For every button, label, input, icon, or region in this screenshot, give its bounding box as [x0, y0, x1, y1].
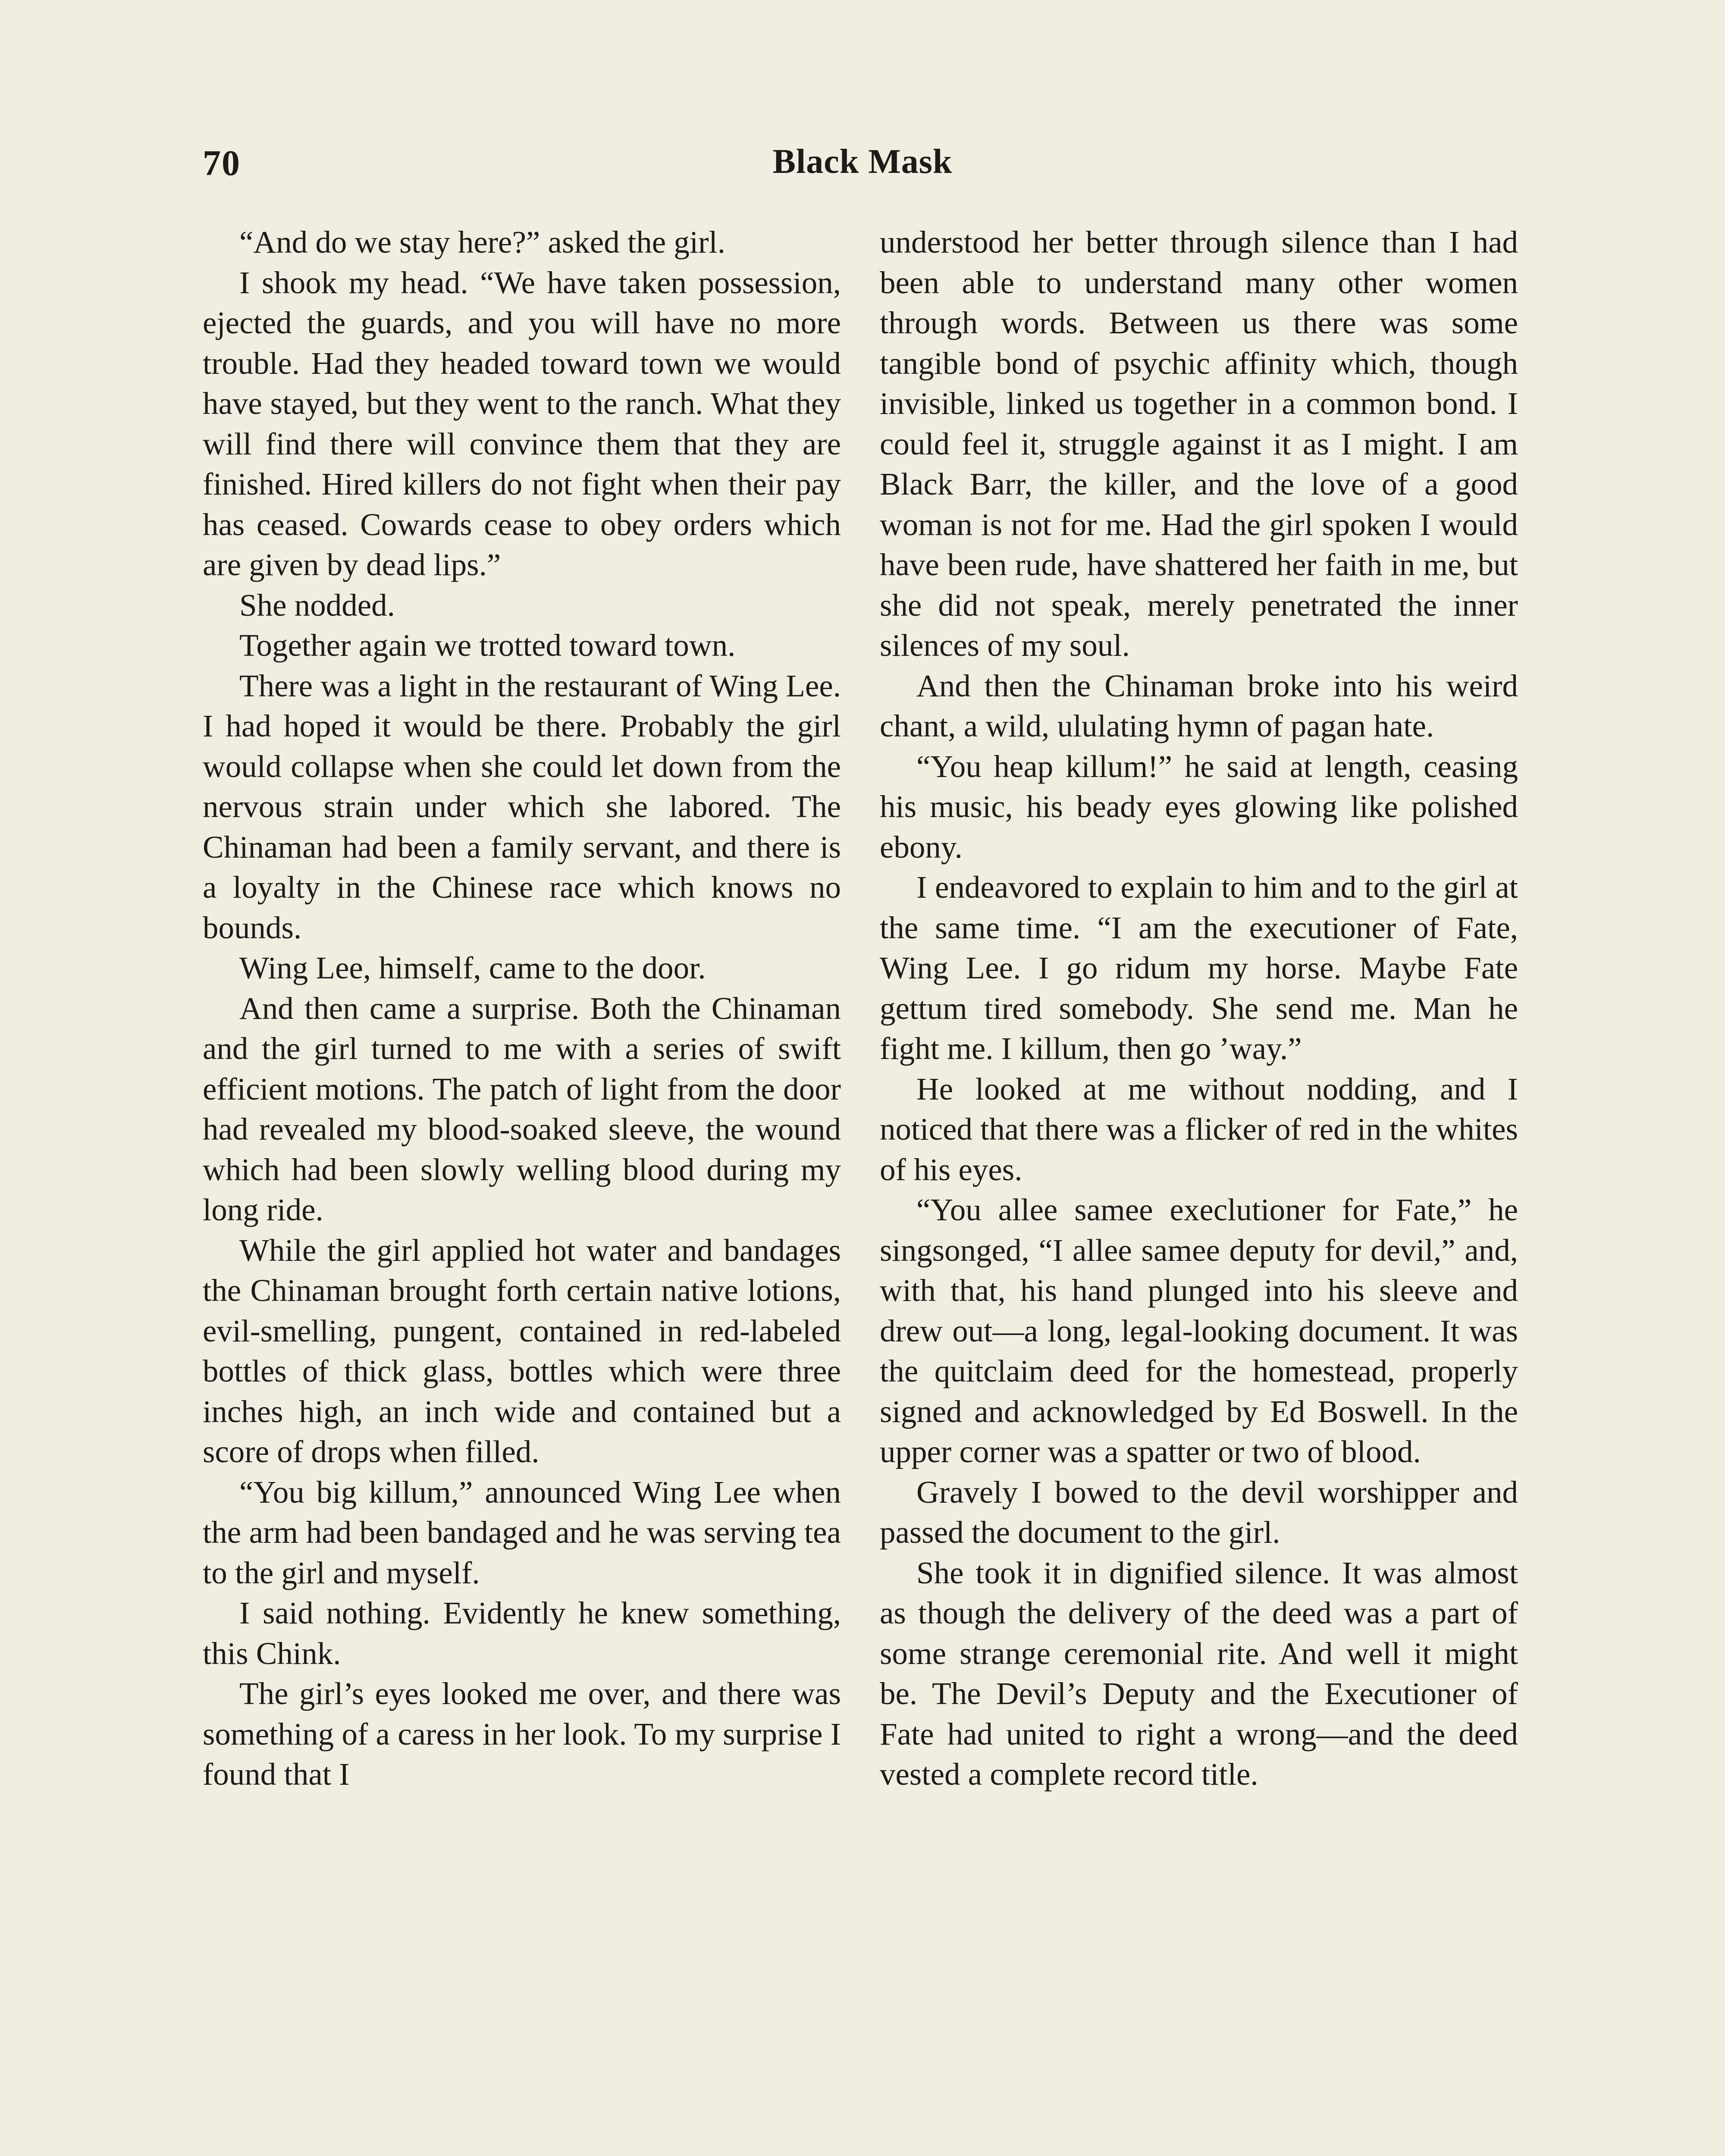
paragraph: There was a light in the restaurant of Wing Lee. I had hoped it would be there. Probably the girl would collapse when she could let down from the nervous strain under which she labored. The Chinaman had been a family servant, and there is a loyalty in the Chinese race which knows no bounds.	[203, 668, 841, 945]
paragraph: And then the Chinaman broke into his weird chant, a wild, ululating hymn of pagan hate.	[880, 668, 1518, 743]
paragraph: While the girl applied hot water and bandages the Chinaman brought forth certain native lotions, evil-smelling, pungent, contained in red-labeled bottles of thick glass, bottles which were three inches high, an inch wide and contained but a score of drops when filled.	[203, 1232, 841, 1469]
paragraph: “You big killum,” announced Wing Lee when the arm had been bandaged and he was serving tea to the girl and myself.	[203, 1474, 841, 1590]
paragraph: He looked at me without nodding, and I noticed that there was a flicker of red in the whites of his eyes.	[880, 1071, 1518, 1187]
paragraph: “You allee samee execlutioner for Fate,” he singsonged, “I allee samee deputy for devil,” and, with that, his hand plunged into his sleeve and drew out—a long, legal-looking document. It was the quitclaim deed for the homestead, properly signed and acknowledged by Ed Boswell. In the upper corner was a spatter or two of blood.	[880, 1192, 1518, 1469]
paragraph: Wing Lee, himself, came to the door.	[239, 950, 706, 985]
paragraph: I said nothing. Evidently he knew something, this Chink.	[203, 1595, 841, 1671]
paragraph: And then came a surprise. Both the Chinaman and the girl turned to me with a series of swift efficient motions. The patch of light from the door had revealed my blood-soaked sleeve, the wound which had been slowly welling blood during my long ride.	[203, 990, 841, 1227]
right-text-column	[880, 222, 1518, 1795]
paragraph: She nodded.	[239, 587, 395, 623]
paragraph: I endeavored to explain to him and to the girl at the same time. “I am the executioner of Fate, Wing Lee. I go ridum my horse. Maybe Fate gettum tired somebody. She send me. Man he fight me. I killum, then go ’way.”	[880, 870, 1518, 1066]
magazine-title: Black Mask	[772, 143, 953, 181]
paragraph-continued: understood her better through silence than I had been able to understand many other women through words. Between us there was some tangible bond of psychic affinity which, though invisible, linked us together in a common bond. I could feel it, struggle against it as I might. I am Black Barr, the killer, and the love of a good woman is not for me. Had the girl spoken I would have been rude, have shattered her faith in me, but she did not speak, merely penetrated the inner silences of my soul.	[880, 225, 1518, 663]
paragraph: Gravely I bowed to the devil worshipper and passed the document to the girl.	[880, 1474, 1518, 1550]
paragraph: She took it in dignified silence. It was almost as though the delivery of the deed was a part of some strange ceremonial rite. And well it might be. The Devil’s Deputy and the Executioner of Fate had united to right a wrong—and the deed vested a complete record title.	[880, 1555, 1518, 1792]
paragraph: “You heap killum!” he said at length, ceasing his music, his beady eyes glowing like polished ebony.	[880, 749, 1518, 865]
paragraph: I shook my head. “We have taken possession, ejected the guards, and you will have no more trouble. Had they headed toward town we would have stayed, but they went to the ranch. What they will find there will convince them that they are finished. Hired killers do not fight when their pay has ceased. Cowards cease to obey orders which are given by dead lips.”	[203, 265, 841, 582]
left-text-column	[203, 222, 841, 1795]
paragraph: The girl’s eyes looked me over, and there was something of a caress in her look. To my surprise I found that I	[203, 1676, 841, 1792]
paragraph: “And do we stay here?” asked the girl.	[239, 225, 726, 260]
page-header	[0, 142, 1725, 190]
page-number: 70	[203, 143, 241, 183]
paragraph: Together again we trotted toward town.	[239, 628, 736, 663]
